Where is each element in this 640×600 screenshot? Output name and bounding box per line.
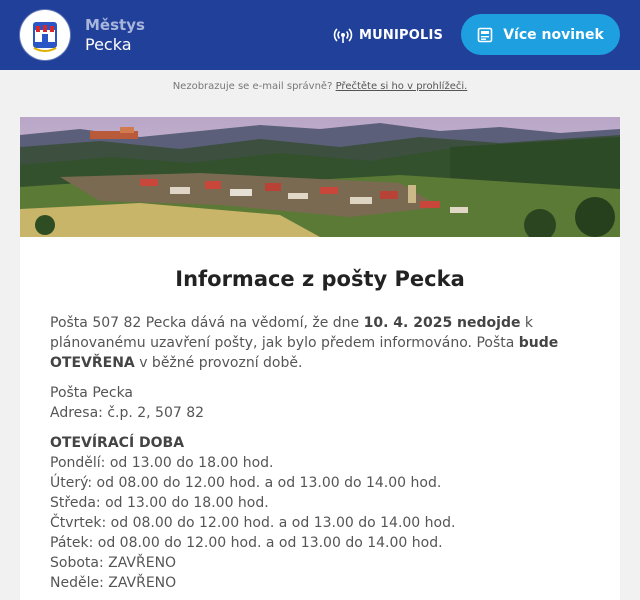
town-kind-label: Městys — [85, 16, 145, 34]
town-name-label: Pecka — [85, 35, 132, 54]
notice-text: Nezobrazuje se e-mail správně? — [172, 81, 333, 92]
munipolis-label: MUNIPOLIS — [359, 27, 444, 43]
intro-text-3: v běžné provozní době. — [134, 355, 303, 371]
intro-text-2: k plánovanému uzavření pošty, jak bylo předem informováno. Pošta — [50, 315, 534, 351]
office-name: Pošta Pecka — [50, 385, 134, 401]
intro-text-1: Pošta 507 82 Pecka dává na vědomí, že dne — [50, 315, 364, 331]
munipolis-brand[interactable] — [333, 24, 443, 46]
newspaper-icon — [477, 27, 493, 43]
browser-notice — [0, 81, 640, 92]
town-crest-icon — [20, 10, 70, 60]
article-title: Informace z pošty Pecka — [175, 267, 465, 291]
hours-sunday: Neděle: ZAVŘENO — [50, 575, 177, 591]
intro-date: 10. 4. 2025 nedojde — [363, 315, 521, 331]
hero-landscape-image — [20, 117, 620, 237]
office-address: Adresa: č.p. 2, 507 82 — [50, 405, 205, 421]
more-news-label: Více novinek — [503, 26, 604, 43]
more-news-button[interactable] — [461, 14, 620, 55]
town-crest-logo[interactable] — [20, 10, 70, 60]
hours-monday: Pondělí: od 13.00 do 18.00 hod. — [50, 455, 274, 471]
article-card — [20, 237, 620, 600]
intro-paragraph — [50, 313, 580, 373]
article-body — [50, 313, 580, 593]
opening-hours-title: OTEVÍRACÍ DOBA — [50, 435, 185, 451]
intro-status: bude OTEVŘENA — [50, 335, 559, 371]
hours-wednesday: Středa: od 13.00 do 18.00 hod. — [50, 495, 269, 511]
hours-friday: Pátek: od 08.00 do 12.00 hod. a od 13.00 do 14.00 hod. — [50, 535, 443, 551]
hours-tuesday: Úterý: od 08.00 do 12.00 hod. a od 13.00 do 14.00 hod. — [50, 475, 442, 491]
view-in-browser-link[interactable]: Přečtěte si ho v prohlížeči. — [335, 81, 468, 92]
hours-saturday: Sobota: ZAVŘENO — [50, 555, 177, 571]
header-bar — [0, 0, 640, 70]
broadcast-icon — [333, 25, 353, 45]
hours-thursday: Čtvrtek: od 08.00 do 12.00 hod. a od 13.00 do 14.00 hod. — [50, 515, 456, 531]
